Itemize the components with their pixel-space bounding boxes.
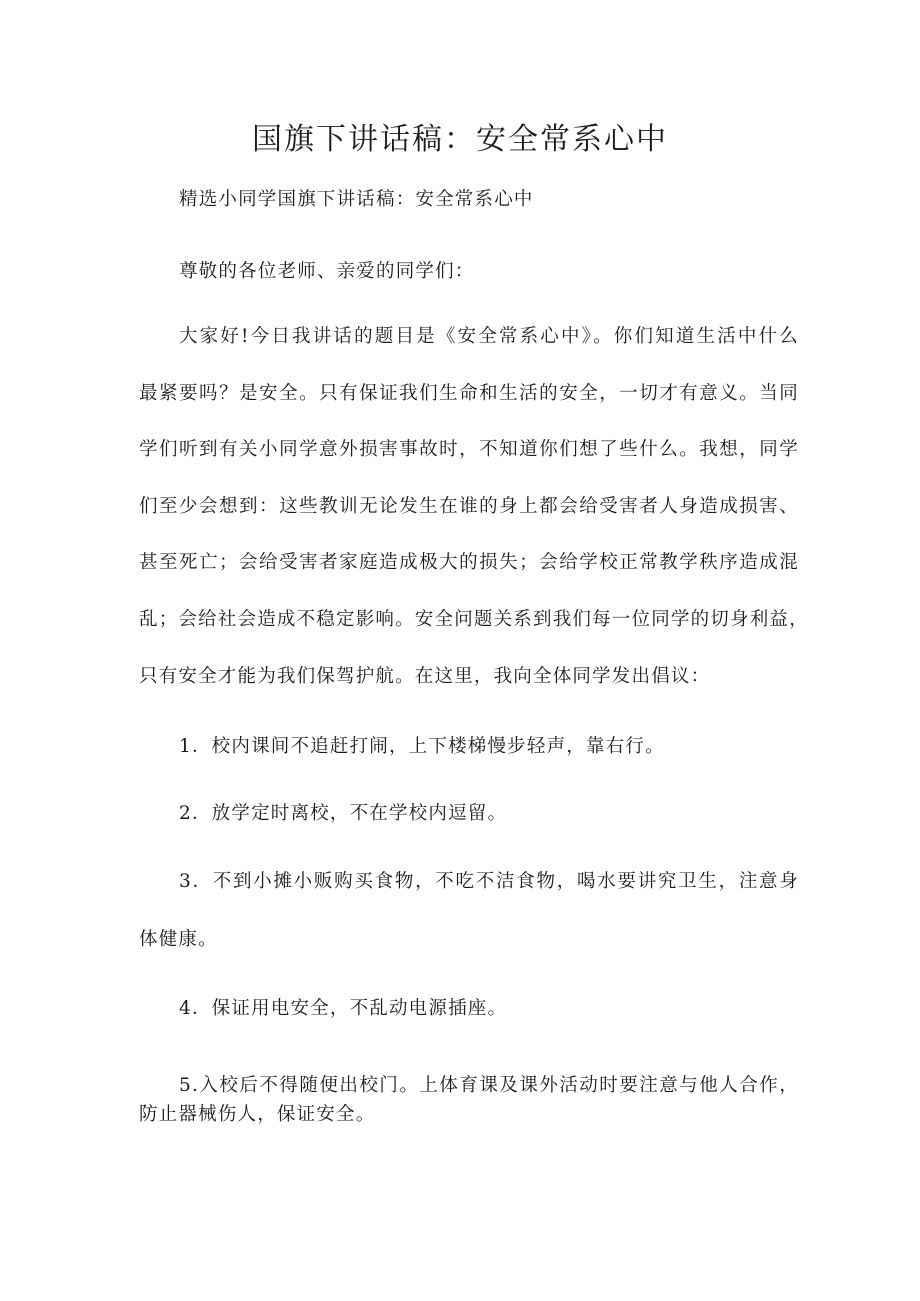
list-item-continuation: 体健康。: [139, 929, 218, 950]
list-item: 4．保证用电安全，不乱动电源插座。: [179, 998, 508, 1019]
subtitle: 精选小同学国旗下讲话稿：安全常系心中: [179, 189, 534, 210]
list-item: 1．校内课间不追赶打闹，上下楼梯慢步轻声，靠右行。: [179, 736, 665, 757]
document-title: 国旗下讲话稿：安全常系心中: [252, 122, 668, 157]
body-line: 学们听到有关小同学意外损害事故时，不知道你们想了些什么。我想，同学: [139, 439, 799, 460]
body-line: 大家好!今日我讲话的题目是《安全常系心中》。你们知道生活中什么: [179, 326, 799, 347]
list-item: 3．不到小摊小贩购买食物，不吃不洁食物，喝水要讲究卫生，注意身: [179, 871, 799, 892]
list-item: 2．放学定时离校，不在学校内逗留。: [179, 803, 508, 824]
list-item: 5.入校后不得随便出校门。上体育课及课外活动时要注意与他人合作，: [179, 1075, 799, 1096]
body-line: 只有安全才能为我们保驾护航。在这里，我向全体同学发出倡议：: [139, 666, 711, 687]
greeting: 尊敬的各位老师、亲爱的同学们：: [179, 261, 475, 282]
body-line: 乱；会给社会造成不稳定影响。安全问题关系到我们每一位同学的切身利益，: [139, 609, 809, 630]
list-item-continuation: 防止器械伤人，保证安全。: [139, 1104, 376, 1125]
body-line: 们至少会想到：这些教训无论发生在谁的身上都会给受害者人身造成损害、: [139, 496, 799, 517]
body-line: 最紧要吗？是安全。只有保证我们生命和生活的安全，一切才有意义。当同: [139, 383, 799, 404]
body-line: 甚至死亡；会给受害者家庭造成极大的损失；会给学校正常教学秩序造成混: [139, 552, 799, 573]
